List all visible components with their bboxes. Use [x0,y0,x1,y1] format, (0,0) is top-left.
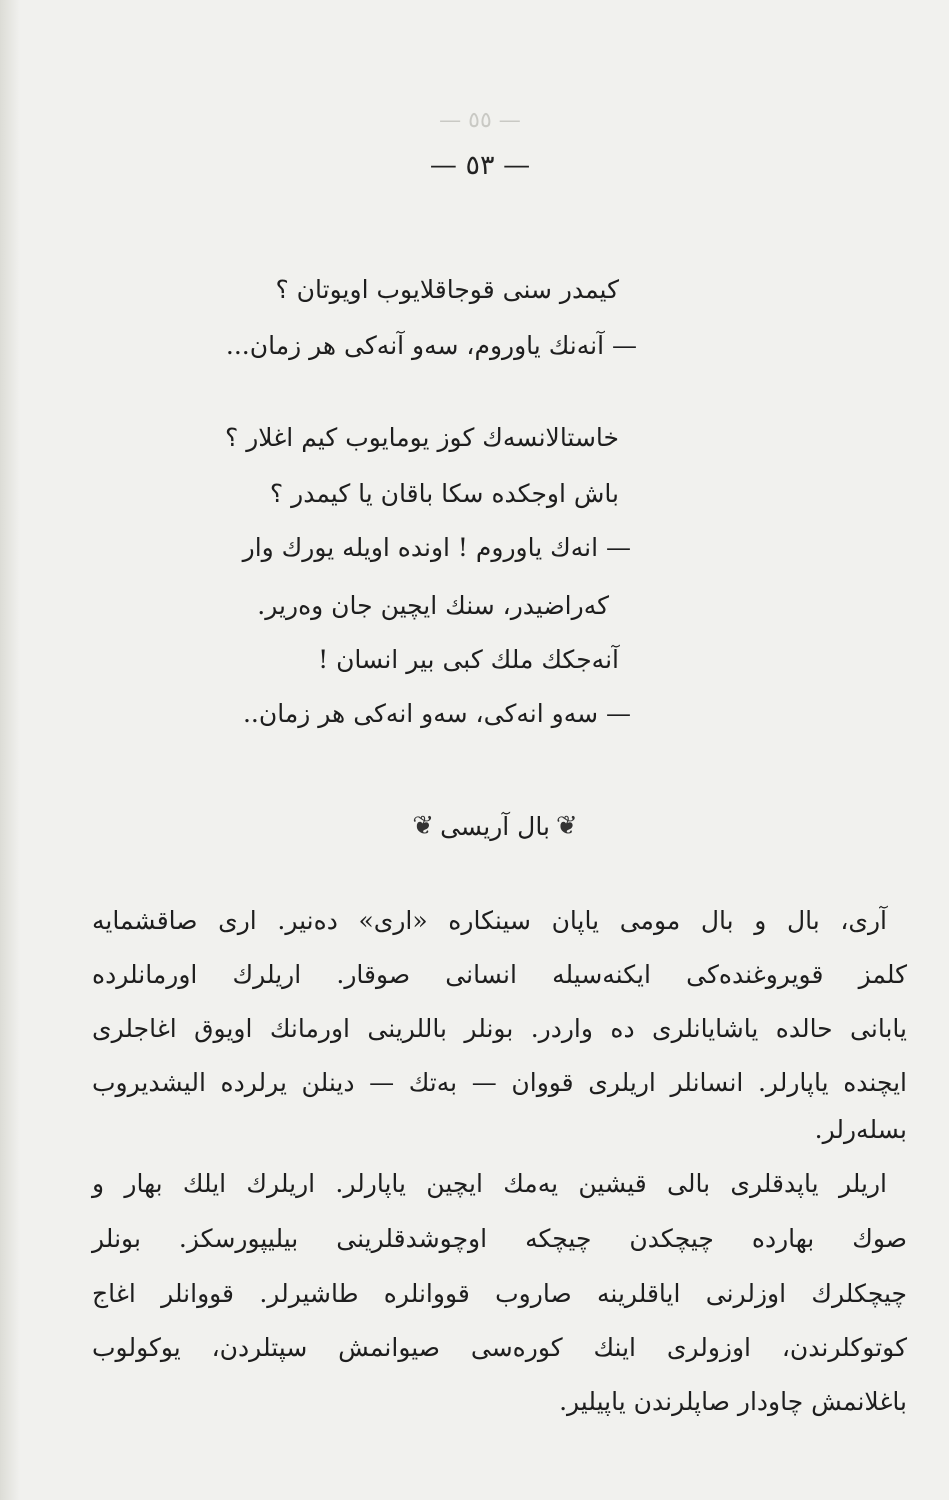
poem-line: خاستالانسه‌ك کوز یومایوب کیم اغلار ؟ [225,423,619,452]
section-title: بال آریسی [440,811,550,841]
poem-line: — سه‌و انه‌کی، سه‌و انه‌کی هر زمان.. [242,699,631,728]
poem-line: آنه‌جکك ملك کبی بیر انسان ! [318,645,619,674]
paragraph-line: کوتوکلرندن، اوزولری اینك کوره‌سی صیوانمش سپتلردن، یوکولوب [92,1333,907,1362]
poem-line: — آنه‌نك یاوروم، سه‌و آنه‌کی هر زمان... [225,331,637,360]
paragraph-line: صوك بهارده چیچکدن چیچکه اوچوشدقلرینی بیلیپورسکز. بونلر [92,1224,907,1253]
bleed-through-page-number: — ٥٥ — [439,108,521,133]
paragraph-line: بسله‌رلر. [814,1115,907,1144]
page-edge-shadow [0,0,20,1500]
section-heading [390,806,600,846]
paragraph-line: اریلر یاپدقلری بالی قیشین یه‌مك ایچین یاپارلر. اریلرك ایلك بهار و [92,1169,887,1198]
paragraph-line: ایچنده یاپارلر. انسانلر اریلری قووان — به‌تك — دینلن یرلرده الیشدیروب [92,1068,907,1097]
paragraph-line: کلمز قویروغنده‌کی ایکنه‌سیله انسانی صوقار. اریلرك اورمانلرده [92,960,907,989]
poem-line: — انه‌ك یاوروم ! اونده اویله یورك وار [242,533,631,562]
page-number: — ٥٣ — [429,150,531,181]
paragraph-line: آری، بال و بال مومی یاپان سینکاره «اری» ده‌نیر. اری صاقشمایه [92,906,887,935]
paragraph-line: چیچکلرك اوزلرنی ایاقلرینه صاروب قووانلره طاشیرلر. قووانلر اغاج [92,1279,907,1308]
poem-line: باش اوجکده سکا باقان یا کیمدر ؟ [269,479,619,508]
ornament-left-icon: ❦ [412,811,435,841]
paragraph-line: باغلانمش چاودار صاپلرندن یاپیلیر. [559,1387,907,1416]
poem-line: که‌راضیدر، سنك ایچین جان وه‌ریر. [257,591,609,620]
poem-line: کیمدر سنی قوجاقلایوب اویوتان ؟ [275,275,619,304]
paragraph-line: یابانی حالده یاشایانلری ده واردر. بونلر باللرینی اورمانك اویوق اغاجلری [92,1014,907,1043]
ornament-right-icon: ❦ [555,811,578,841]
